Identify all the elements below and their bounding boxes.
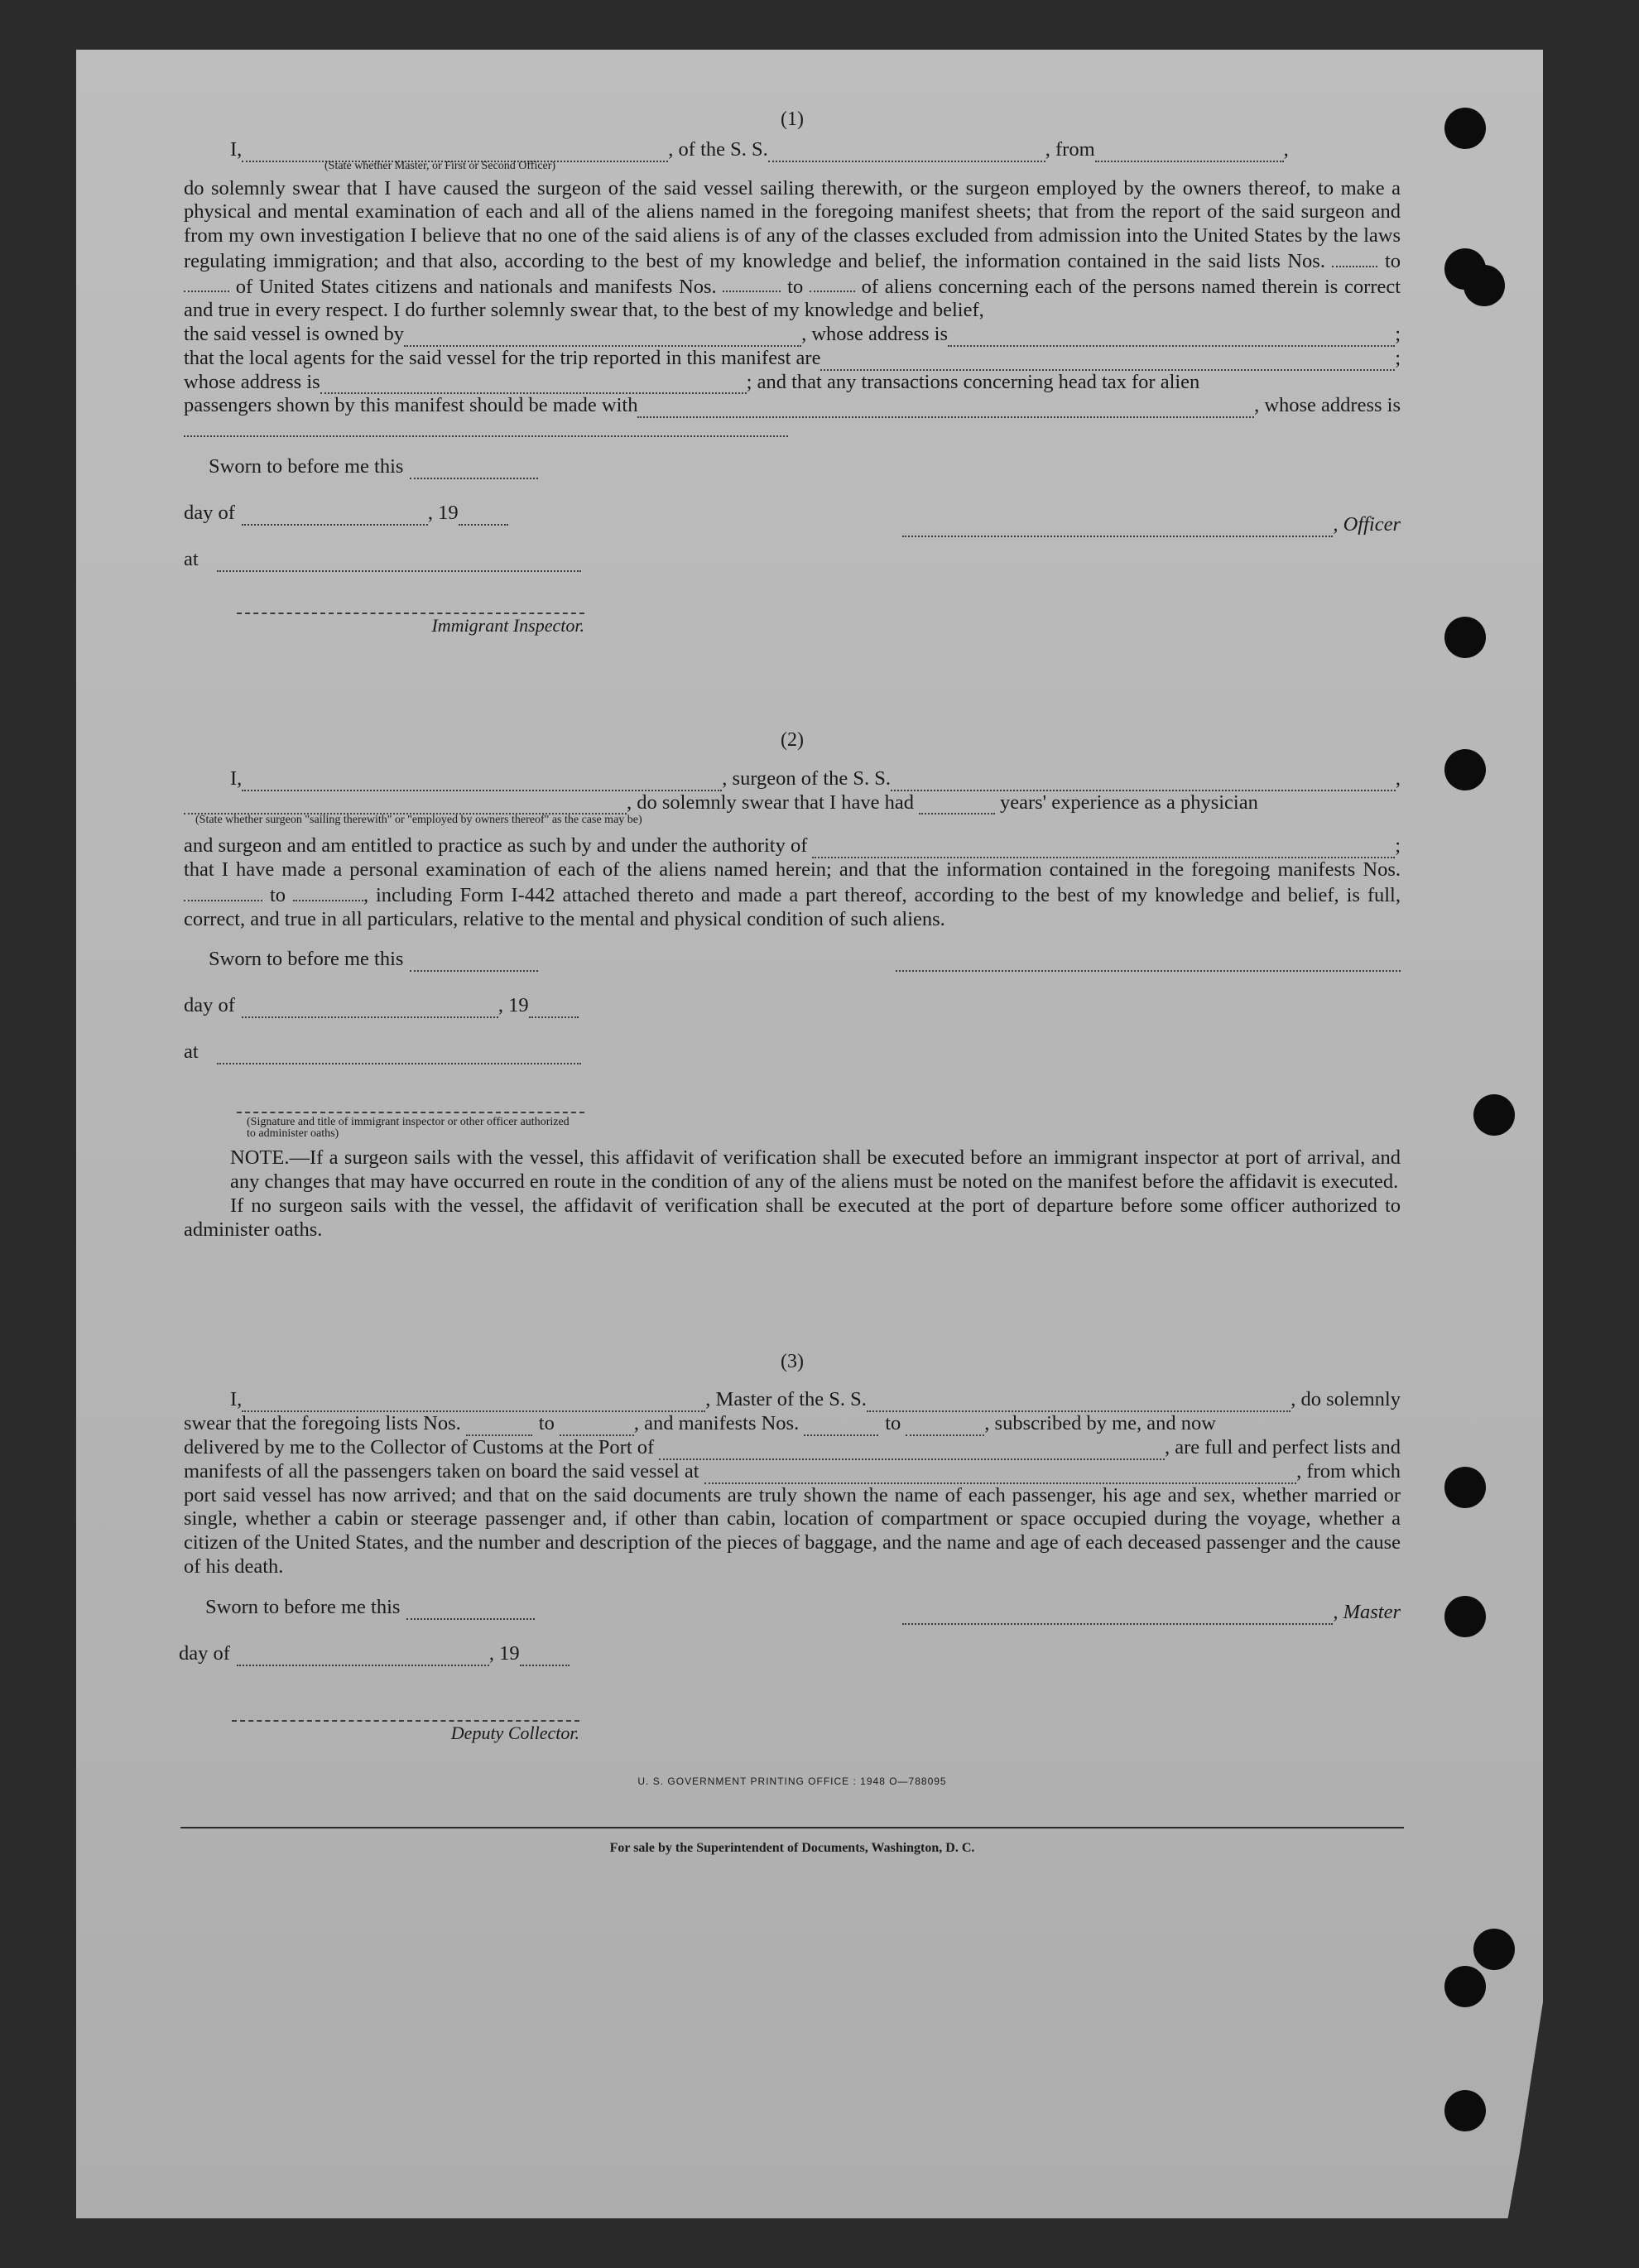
owned-by-line: the said vessel is owned by , whose address is ; <box>184 323 1401 345</box>
year-field[interactable] <box>520 1647 570 1666</box>
punch-hole <box>1444 108 1486 149</box>
inspector-caption: Immigrant Inspector. <box>431 615 584 636</box>
section-3-body: port said vessel has now arrived; and that on the said documents are truly shown the name of each passenger, his age and sex, whether married or single, whether a cabin or steerage passenger and, if other than cabin, location of compartment or space occupied during the voyage, whether a citizen of the United States, and the number and description of the pieces of baggage, and the name and age of each deceased passenger and the cause of his death. <box>184 1483 1401 1578</box>
section-number: (3) <box>781 1350 804 1372</box>
text-whose-address: whose address is <box>184 370 320 393</box>
list-from-field[interactable] <box>466 1417 532 1436</box>
text-subscribed: , subscribed by me, and now <box>984 1412 1216 1435</box>
day-of-line <box>179 1642 570 1666</box>
body-text: do solemnly swear that I have caused the surgeon of the said vessel sailing therewith, or the surgeon employed by the owners thereof, to make a physical and mental examination of each and all of the aliens named in the foregoing manifest sheets; that from the report of the said surgeon and from my own investigation I believe that no one of the said aliens is of any of the classes excluded from admission into the United States by the laws regulating immigration; and that also, according to the best of my knowledge and belief, the information contained in the said lists Nos. <box>184 176 1401 272</box>
text-swear-had: , do solemnly swear that I have had <box>627 790 914 814</box>
agent-address-line <box>184 371 1401 395</box>
manifest-to-field[interactable] <box>906 1417 984 1436</box>
passengers-line <box>184 394 1401 418</box>
authority-field[interactable] <box>812 839 1395 858</box>
text-to: to <box>787 275 804 298</box>
place-field[interactable] <box>217 1045 581 1064</box>
inspector-signature <box>237 596 584 638</box>
note-paragraph <box>184 1146 1401 1194</box>
text-whose-address: , whose address is <box>801 323 948 345</box>
master-signature-field[interactable] <box>902 1606 1333 1625</box>
text-manifests-all: manifests of all the passengers taken on board the said vessel at <box>184 1459 699 1482</box>
year-field[interactable] <box>529 999 579 1018</box>
surgeon-vessel-field[interactable] <box>891 772 1396 791</box>
text-full-perfect: , are full and perfect lists and <box>1164 1435 1401 1458</box>
text-i: I, <box>230 766 243 790</box>
officer-signature-field[interactable] <box>902 518 1333 537</box>
punch-hole <box>1473 1929 1515 1970</box>
text-day-of: day of <box>184 994 235 1017</box>
text-surgeon-of: , surgeon of the S. S. <box>722 766 892 790</box>
master-line: I, , of the S. S. , from , <box>230 137 1289 161</box>
manifest-from-field[interactable] <box>804 1417 878 1436</box>
sworn-line <box>205 1596 535 1620</box>
text-from: , from <box>1045 137 1095 161</box>
punch-hole <box>1444 749 1486 790</box>
punch-hole <box>1444 1596 1486 1637</box>
officer-signature <box>237 1095 584 1140</box>
local-agents-line: that the local agents for the said vessel for the trip reported in this manifest are ; <box>184 346 1401 369</box>
sworn-line <box>209 948 538 972</box>
section-number: (2) <box>781 729 804 751</box>
text-master-of: , Master of the S. S. <box>705 1388 867 1411</box>
owner-field[interactable] <box>404 328 801 347</box>
deputy-caption: Deputy Collector. <box>450 1722 579 1743</box>
text-year: , 19 <box>427 502 459 524</box>
at-line <box>184 1040 581 1064</box>
text-officer: , Officer <box>1333 513 1401 536</box>
section-number: (1) <box>781 108 804 130</box>
local-agents-field[interactable] <box>820 352 1395 371</box>
text-local-agents: that the local agents for the said vessel for the trip reported in this manifest are <box>184 346 821 369</box>
surgeon-status-field[interactable] <box>184 796 627 815</box>
section-1-signature-block <box>184 455 1401 646</box>
text-of-us: of United States citizens and nationals and manifests Nos. <box>235 275 717 298</box>
section-2-signature-block <box>184 948 1401 1146</box>
surgeon-line: I, , surgeon of the S. S. , <box>230 766 1401 790</box>
place-field[interactable] <box>217 553 581 572</box>
surgeon-caption: (State whether surgeon "sailing therewith" or "employed by owners thereof" as the case may be) <box>195 814 642 827</box>
text-at: at <box>184 548 199 570</box>
punch-hole <box>1444 1966 1486 2007</box>
officer-signature-line <box>902 513 1401 537</box>
month-field[interactable] <box>242 507 428 526</box>
day-of-line <box>184 994 579 1018</box>
text-whose-address: , whose address is <box>1254 394 1401 417</box>
sworn-date-field[interactable] <box>410 953 538 972</box>
text-do-solemnly: , do solemnly <box>1291 1388 1401 1411</box>
text-sworn: Sworn to before me this <box>209 948 404 971</box>
text-from-which: , from which <box>1296 1459 1401 1482</box>
section-2-body <box>184 858 1401 931</box>
gpo-imprint: U. S. GOVERNMENT PRINTING OFFICE : 1948 O—788095 <box>637 1775 947 1787</box>
text-authority: and surgeon and am entitled to practice as such by and under the authority of <box>184 834 808 858</box>
text-to: to <box>269 883 286 906</box>
sworn-date-field[interactable] <box>406 1601 535 1620</box>
manifest-from-field[interactable] <box>184 882 262 901</box>
surgeon-signature-field[interactable] <box>896 953 1401 972</box>
day-of-line <box>184 502 508 526</box>
text-master: , Master <box>1333 1600 1401 1623</box>
at-line <box>184 548 581 572</box>
officer-caption: (Signature and title of immigrant inspector or other officer authorized to administer oaths) <box>247 1116 570 1141</box>
manifest-from-field[interactable] <box>723 274 781 293</box>
month-field[interactable] <box>237 1647 489 1666</box>
manifests-all-line <box>184 1460 1401 1484</box>
year-field[interactable] <box>459 507 508 526</box>
vessel-name-field[interactable] <box>768 143 1045 162</box>
section-3-signature-block <box>179 1595 1401 1761</box>
vessel-name-field[interactable] <box>867 1393 1291 1412</box>
list-to-field[interactable] <box>560 1417 634 1436</box>
section-1-body <box>184 177 1401 323</box>
officer-signature-field[interactable] <box>237 1095 584 1113</box>
note-paragraph-2 <box>184 1194 1401 1242</box>
affidavit-content <box>179 108 1401 1860</box>
affidavit-section-3 <box>179 1350 1401 1761</box>
manifest-to-field[interactable] <box>810 274 855 293</box>
surgeon-name-field[interactable] <box>242 772 722 791</box>
text-of-aliens: of aliens concerning each of the persons named therein is correct and true in every respect. I do further solemnly swear that, to the best of my knowledge and belief, <box>184 275 1401 322</box>
footer-rule <box>180 1827 1404 1828</box>
master-caption: (State whether Master, or First or Second Officer) <box>324 159 556 172</box>
master-signature-line <box>902 1601 1401 1625</box>
text-year: , 19 <box>488 1641 520 1665</box>
list-to-field[interactable] <box>184 274 229 293</box>
text-swear-lists: swear that the foregoing lists Nos. <box>184 1412 461 1435</box>
embark-port-field[interactable] <box>704 1465 1297 1484</box>
master-name-field[interactable] <box>242 1393 705 1412</box>
text-i: I, <box>230 1388 243 1411</box>
authority-line: and surgeon and am entitled to practice as such by and under the authority of ; <box>184 834 1401 858</box>
deputy-signature <box>232 1703 579 1746</box>
text-day-of: day of <box>184 502 235 524</box>
head-tax-address-field[interactable] <box>184 418 788 437</box>
punch-hole <box>1444 617 1486 658</box>
text-passengers: passengers shown by this manifest should be made with <box>184 394 638 417</box>
deputy-signature-field[interactable] <box>232 1703 579 1722</box>
text-owned-by: the said vessel is owned by <box>184 323 405 345</box>
master-line <box>184 1388 1401 1412</box>
note-label: NOTE. <box>230 1146 290 1170</box>
affidavit-section-2 <box>184 728 1401 1242</box>
swear-line <box>184 791 1401 815</box>
text-sworn: Sworn to before me this <box>209 455 404 478</box>
years-field[interactable] <box>919 796 995 815</box>
punch-hole <box>1464 265 1505 306</box>
lists-line <box>184 1412 1401 1436</box>
list-from-field[interactable] <box>1332 248 1377 267</box>
punch-hole <box>1473 1094 1515 1136</box>
text-years-exp: years' experience as a physician <box>999 790 1258 814</box>
note-text: If no surgeon sails with the vessel, the affidavit of verification shall be executed at the port of departure before some officer authorized to administer oaths. <box>184 1194 1401 1241</box>
surgeon-signature-line <box>896 953 1401 972</box>
text-of-ss: , of the S. S. <box>668 137 768 161</box>
affidavit-section-1 <box>184 108 1401 646</box>
text-to: to <box>1384 249 1401 272</box>
punch-hole <box>1444 2090 1486 2131</box>
sworn-date-field[interactable] <box>410 460 538 479</box>
text-to: to <box>885 1412 901 1435</box>
agent-address-field[interactable] <box>320 376 747 395</box>
address-continuation-line <box>184 418 1401 437</box>
manifest-to-field[interactable] <box>293 882 363 901</box>
text-to: to <box>538 1412 555 1435</box>
owner-address-field[interactable] <box>948 328 1395 347</box>
delivered-line <box>184 1436 1401 1460</box>
note-text: —If a surgeon sails with the vessel, this affidavit of verification shall be executed before an immigrant inspector at port of arrival, and any changes that may have occurred en route in the condition of any of the aliens must be noted on the manifest before the affidavit is executed. <box>230 1146 1401 1194</box>
sale-notice: For sale by the Superintendent of Documents, Washington, D. C. <box>609 1840 975 1855</box>
text-day-of: day of <box>179 1641 230 1665</box>
head-tax-contact-field[interactable] <box>637 399 1254 418</box>
departure-port-field[interactable] <box>1095 143 1284 162</box>
text-at: at <box>184 1040 199 1064</box>
text-head-tax: ; and that any transactions concerning head tax for alien <box>746 370 1200 393</box>
inspector-signature-field[interactable] <box>237 596 584 614</box>
text-year: , 19 <box>497 994 529 1017</box>
punch-hole <box>1444 1467 1486 1508</box>
month-field[interactable] <box>242 999 498 1018</box>
text-and-manifests: , and manifests Nos. <box>633 1412 800 1435</box>
sworn-line <box>209 455 538 479</box>
body-text: that I have made a personal examination of each of the aliens named herein; and that the information contained in the foregoing manifests Nos. <box>184 858 1401 882</box>
body-text: , including Form I-442 attached thereto and made a part thereof, according to the best of my knowledge and belief, is full, correct, and true in all particulars, relative to the mental and physical condition of such aliens. <box>184 883 1401 930</box>
text-sworn: Sworn to before me this <box>205 1595 401 1618</box>
port-field[interactable] <box>659 1441 1165 1460</box>
text-delivered: delivered by me to the Collector of Customs at the Port of <box>184 1435 655 1458</box>
text-i: I, <box>230 137 243 161</box>
